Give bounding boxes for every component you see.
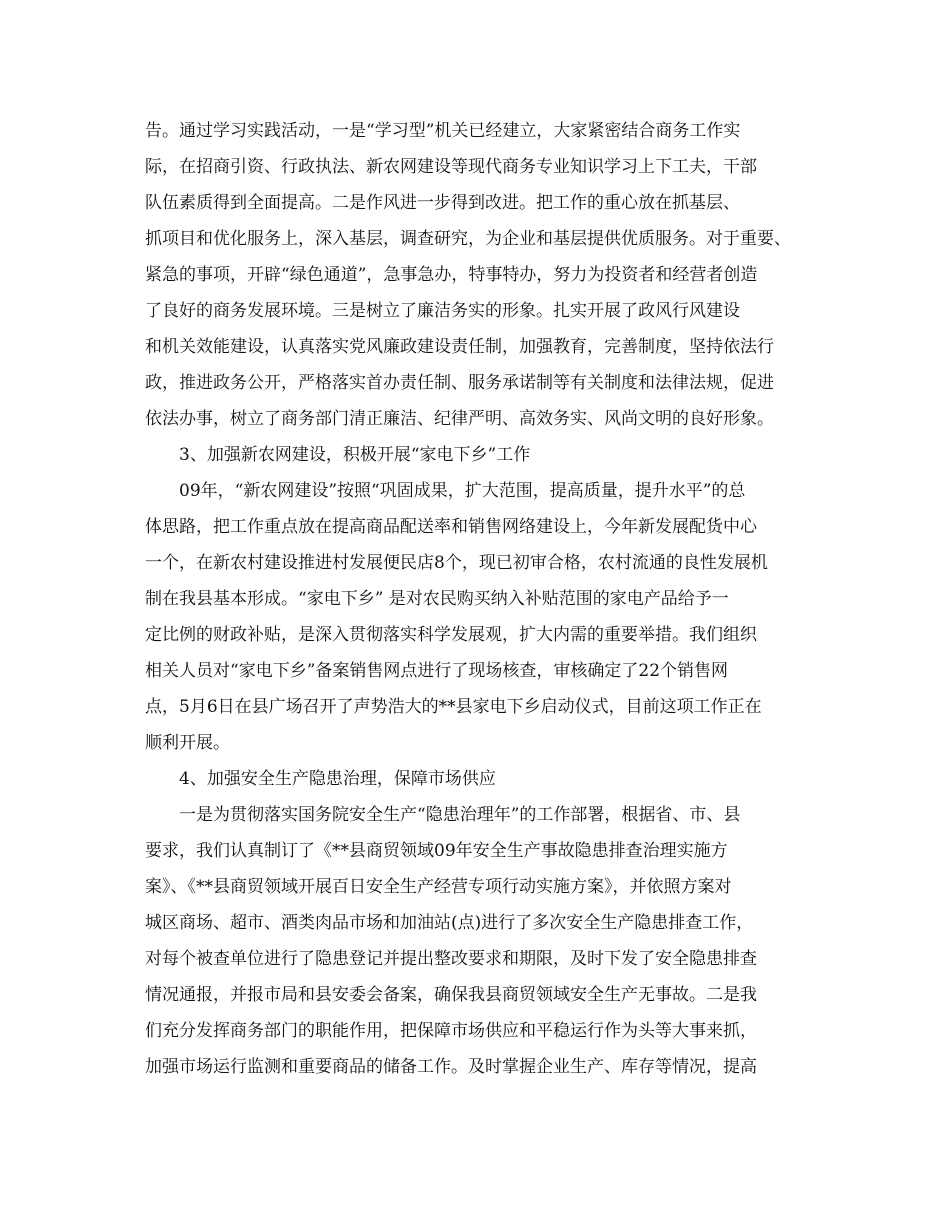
text-line: 相关人员对“家电下乡”备案销售网点进行了现场核查，审核确定了22个销售网	[145, 661, 729, 681]
text-line: 顺利开展。	[145, 733, 230, 753]
document-body	[145, 113, 835, 1085]
text-line: 09年，“新农网建设”按照“巩固成果，扩大范围，提高质量，提升水平”的总	[179, 481, 746, 501]
text-line: 一个，在新农村建设推进村发展便民店8个，现已初审合格，农村流通的良性发展机	[145, 553, 768, 573]
text-line: 要求，我们认真制订了《**县商贸领域09年安全生产事故隐患排查治理实施方	[145, 841, 728, 861]
text-line: 加强市场运行监测和重要商品的储备工作。及时掌握企业生产、库存等情况，提高	[145, 1057, 757, 1077]
text-line: 案》、《**县商贸领域开展百日安全生产经营专项行动实施方案》，并依照方案对	[145, 877, 732, 897]
text-line: 际，在招商引资、行政执法、新农网建设等现代商务专业知识学习上下工夫，干部	[145, 157, 757, 177]
text-line: 紧急的事项，开辟“绿色通道”，急事急办，特事特办，努力为投资者和经营者创造	[145, 265, 758, 285]
text-line: 3、加强新农网建设，积极开展“家电下乡”工作	[179, 445, 531, 465]
text-line: 和机关效能建设，认真落实党风廉政建设责任制，加强教育，完善制度，坚持依法行	[145, 337, 774, 357]
text-line: 了良好的商务发展环境。三是树立了廉洁务实的形象。扎实开展了政风行风建设	[145, 301, 740, 321]
text-line: 体思路，把工作重点放在提高商品配送率和销售网络建设上，今年新发展配货中心	[145, 517, 757, 537]
text-line: 告。通过学习实践活动，一是“学习型”机关已经建立，大家紧密结合商务工作实	[145, 121, 741, 141]
text-line: 4、加强安全生产隐患治理，保障市场供应	[179, 769, 496, 789]
text-line: 点，5月6日在县广场召开了声势浩大的**县家电下乡启动仪式，目前这项工作正在	[145, 697, 762, 717]
text-line: 对每个被查单位进行了隐患登记并提出整改要求和期限，及时下发了安全隐患排查	[145, 949, 757, 969]
text-line: 制在我县基本形成。“家电下乡” 是对农民购买纳入补贴范围的家电产品给予一	[145, 589, 729, 609]
text-line: 定比例的财政补贴，是深入贯彻落实科学发展观，扩大内需的重要举措。我们组织	[145, 625, 757, 645]
text-line: 依法办事，树立了商务部门清正廉洁、纪律严明、高效务实、风尚文明的良好形象。	[145, 409, 774, 429]
text-line: 抓项目和优化服务上，深入基层，调查研究，为企业和基层提供优质服务。对于重要、	[145, 229, 791, 249]
text-line: 情况通报，并报市局和县安委会备案，确保我县商贸领域安全生产无事故。二是我	[145, 985, 757, 1005]
text-line: 政，推进政务公开，严格落实首办责任制、服务承诺制等有关制度和法律法规，促进	[145, 373, 774, 393]
text-line: 队伍素质得到全面提高。二是作风进一步得到改进。把工作的重心放在抓基层、	[145, 193, 740, 213]
text-line: 一是为贯彻落实国务院安全生产“隐患治理年”的工作部署，根据省、市、县	[179, 805, 741, 825]
text-line: 城区商场、超市、酒类肉品市场和加油站(点)进行了多次安全生产隐患排查工作，	[145, 913, 754, 933]
text-line: 们充分发挥商务部门的职能作用，把保障市场供应和平稳运行作为头等大事来抓，	[145, 1021, 757, 1041]
